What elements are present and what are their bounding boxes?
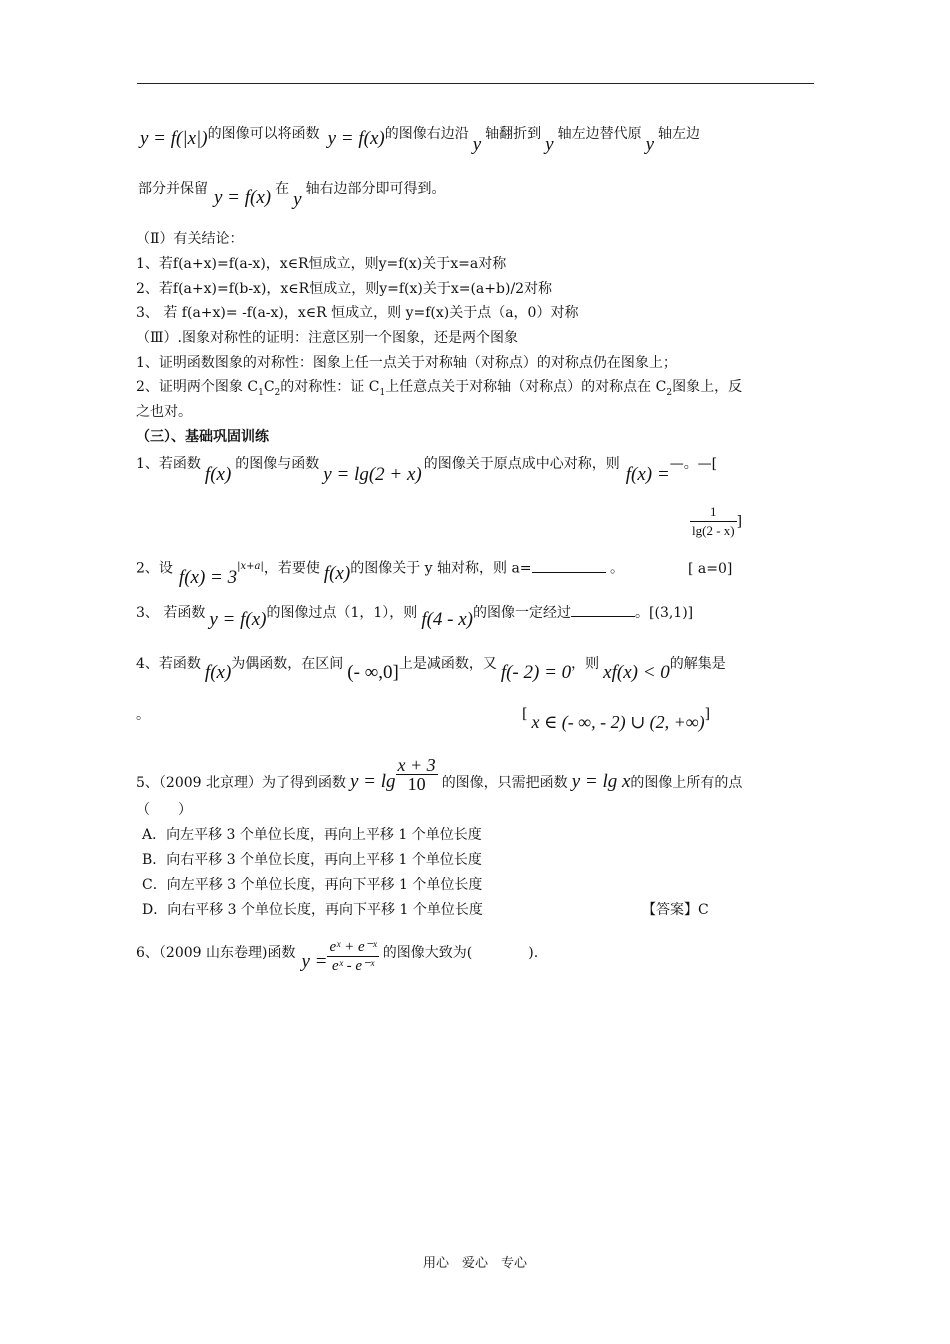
math-fraction: $\frac{x + 3}{10}$ — [397, 755, 436, 794]
answer-blank[interactable] — [532, 572, 606, 573]
proof-3: 之也对。 — [136, 404, 192, 420]
conclusions-heading: （Ⅱ）有关结论： — [136, 231, 244, 247]
proof-2: 2、证明两个图象 $C_1C_2$的对称性：证 $C_1$上任意点关于对称轴（对称点）的对称点在 $C_2$图象上，反 — [136, 379, 743, 398]
answer-blank[interactable] — [571, 616, 635, 617]
option-a: A．向左平移 3 个单位长度，再向上平移 1 个单位长度 — [142, 827, 482, 843]
section-3-heading: （三）、基础巩固训练 — [136, 429, 269, 445]
question-6: 6、（2009 山东卷理)函数 y = $\frac{\text{eˣ + e⁻ˣ}}{\text{eˣ - e⁻ˣ}}$ 的图像大致为( ). — [136, 939, 539, 974]
question-2: 2、设 $f(x) = 3^{|x+a|}$，若要使 f(x)的图像关于 y 轴对称，则 a= 。 [ a=0] — [136, 560, 733, 588]
option-c: C．向左平移 3 个单位长度，再向下平移 1 个单位长度 — [142, 877, 483, 893]
math-fraction: $\frac{\text{eˣ + e⁻ˣ}}{\text{eˣ - e⁻ˣ}}$ — [329, 939, 377, 974]
header-rule — [137, 83, 814, 84]
conclusion-1: 1、若f(a+x)=f(a-x)，x∈R恒成立，则y=f(x)关于x=a对称 — [136, 256, 507, 272]
question-4-answer: [ x ∈ (- ∞, - 2) ∪ (2, +∞)] — [522, 706, 711, 732]
conclusion-2: 2、若f(a+x)=f(b-x)，x∈R恒成立，则y=f(x)关于x=(a+b)/2对称 — [136, 281, 553, 297]
math-y-f-abs-x: y = f(|x|) — [140, 128, 208, 149]
question-1: 1、若函数 f(x) 的图像与函数 y = lg(2 + x) 的图像关于原点成中心对称，则 f(x) =—。—[ — [136, 456, 718, 485]
page-footer: 用心 爱心 专心 — [422, 1256, 527, 1271]
math-y-fx: y = f(x) — [327, 128, 385, 149]
conclusion-3: 3、 若 f(a+x)= -f(a-x)，x∈R 恒成立，则 y=f(x)关于点（a，0）对称 — [136, 305, 579, 321]
question-5: 5、（2009 北京理）为了得到函数 y = lg $\frac{x + 3}{10}$ 的图像，只需把函数 y = lg x的图像上所有的点 — [136, 755, 743, 794]
question-4: 4、若函数 f(x)为偶函数，在区间 (- ∞,0]上是减函数，又 f(- 2) = 0，则 xf(x) < 0的解集是 — [136, 656, 726, 683]
proof-heading: （Ⅲ）.图象对称性的证明：注意区别一个图象，还是两个图象 — [136, 330, 518, 346]
answer-fraction: $\frac{1}{\lg(2 - x)}$ — [692, 504, 735, 538]
question-1-answer: $\frac{1}{\lg(2 - x)}$ ] — [692, 504, 743, 538]
question-3: 3、 若函数 y = f(x)的图像过点（1，1），则 f(4 - x)的图像一定经过 。[(3,1)] — [136, 605, 694, 630]
answer-label: 【答案】C — [642, 902, 709, 918]
option-d: D．向右平移 3 个单位长度，再向下平移 1 个单位长度 — [142, 902, 483, 918]
option-b: B．向右平移 3 个单位长度，再向上平移 1 个单位长度 — [142, 852, 482, 868]
para-1-line-1: y = f(|x|)的图像可以将函数 y = f(x)的图像右边沿 y 轴翻折到 y 轴左边替代原 y 轴左边 — [140, 126, 701, 155]
proof-1: 1、证明函数图象的对称性：图象上任一点关于对称轴（对称点）的对称点仍在图象上； — [136, 355, 677, 371]
para-1-line-2: 部分并保留 y = f(x) 在 y 轴右边部分即可得到。 — [138, 181, 446, 210]
question-4-line-2: 。 — [136, 707, 150, 723]
question-5-paren: （ ） — [136, 802, 192, 818]
